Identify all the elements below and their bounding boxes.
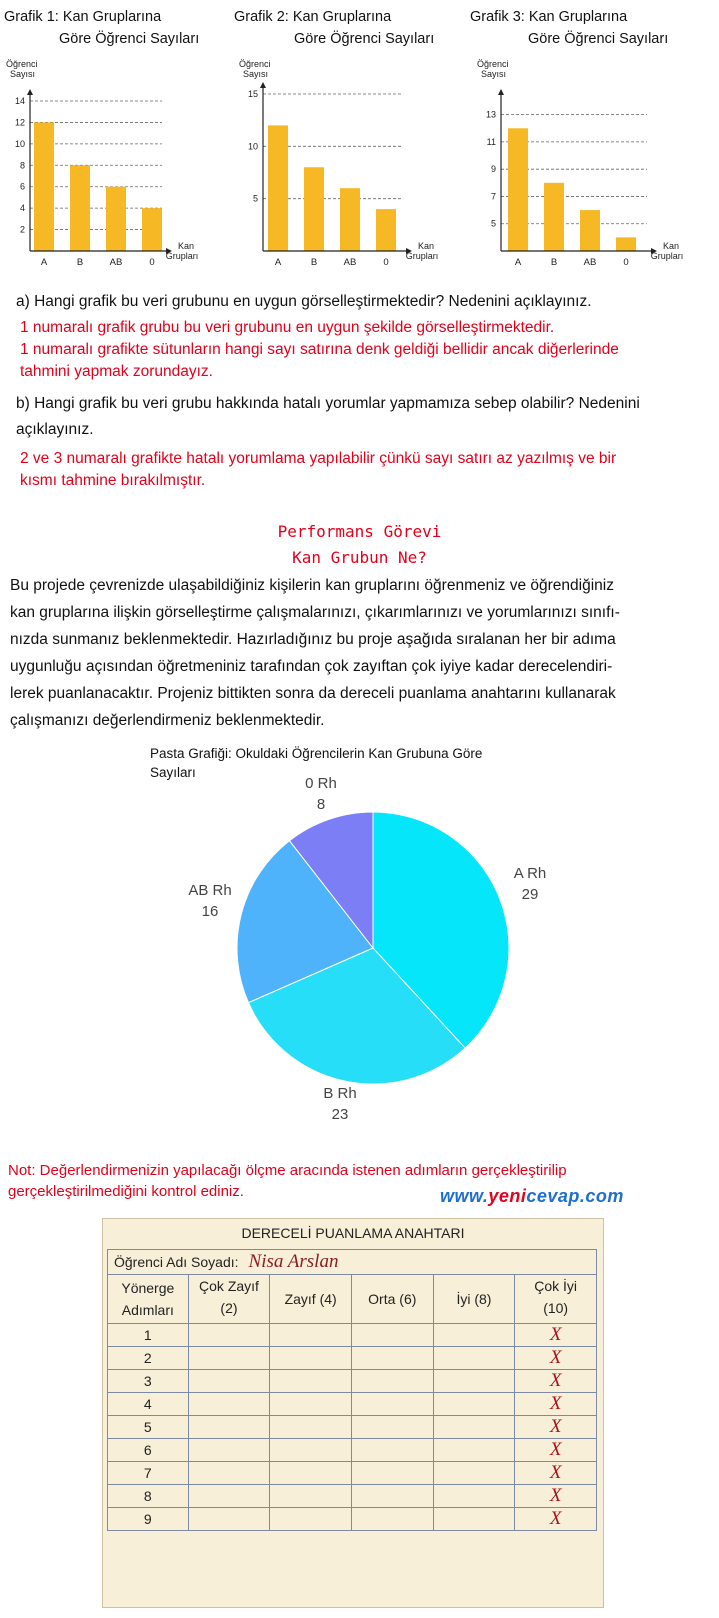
x-axis-label: Kan: [662, 241, 680, 251]
y-axis-label: Öğrenci: [477, 59, 509, 69]
rubric-row: [108, 1485, 597, 1508]
rubric-row: [108, 1393, 597, 1416]
empty-cell: [433, 1439, 515, 1462]
bar-B: [544, 183, 564, 251]
answer-b: [20, 448, 616, 492]
step-number: 2: [108, 1347, 189, 1370]
empty-cell: [351, 1393, 433, 1416]
answer-b-line: 2 ve 3 numaralı grafikte hatalı yorumlama yapılabilir çünkü sayı satırı az yazılmış ve bir: [20, 450, 617, 467]
empty-cell: [433, 1347, 515, 1370]
rubric-row: [108, 1462, 597, 1485]
empty-cell: [433, 1508, 515, 1531]
bar-chart-1-title: Grafik 1: Kan Gruplarına Göre Öğrenci Sayıları: [4, 9, 200, 47]
x-tick-label: B: [76, 257, 84, 268]
step-number: 1: [108, 1324, 189, 1347]
empty-cell: [188, 1485, 270, 1508]
answer-a-line: 1 numaralı grafik grubu bu veri grubunu en uygun şekilde görselleştirmektedir.: [20, 319, 555, 336]
watermark-highlight: yeni: [488, 1186, 527, 1206]
mark-cell: [515, 1485, 597, 1508]
x-axis-label: Kan: [417, 241, 435, 251]
mark-cell: [515, 1508, 597, 1531]
empty-cell: [270, 1324, 352, 1347]
mark-cell: [515, 1370, 597, 1393]
header-very-good: [515, 1275, 597, 1324]
rubric-row: [108, 1347, 597, 1370]
bar-0: [616, 237, 636, 251]
empty-cell: [433, 1370, 515, 1393]
empty-cell: [270, 1347, 352, 1370]
header-text: (2): [220, 1300, 238, 1316]
empty-cell: [270, 1485, 352, 1508]
paragraph-line: nızda sunmanız beklenmektedir. Hazırladığınız bu proje aşağıda sıralanan her bir adıma: [10, 631, 616, 648]
y-tick-label: 13: [485, 109, 496, 120]
answer-b-line: kısmı tahmine bırakılmıştır.: [20, 472, 206, 489]
x-mark: X: [549, 1416, 562, 1437]
x-tick-label: B: [550, 257, 558, 268]
header-text: Çok Zayıf: [199, 1278, 259, 1294]
y-axis-label: Öğrenci: [239, 59, 271, 69]
empty-cell: [351, 1370, 433, 1393]
empty-cell: [433, 1324, 515, 1347]
step-number: 4: [108, 1393, 189, 1416]
note-line: gerçekleştirilmediğini kontrol ediniz.: [8, 1183, 244, 1200]
y-tick-label: 5: [490, 218, 496, 229]
y-tick-label: 15: [247, 89, 258, 99]
empty-cell: [188, 1416, 270, 1439]
pie-value-label: 23: [331, 1106, 349, 1123]
y-axis-arrow: [260, 82, 266, 88]
empty-cell: [188, 1462, 270, 1485]
rubric-row: [108, 1416, 597, 1439]
empty-cell: [351, 1439, 433, 1462]
bar-A: [508, 128, 528, 251]
performance-task-subtitle: Kan Grubun Ne?: [292, 548, 427, 567]
bar-A: [34, 122, 54, 251]
empty-cell: [351, 1485, 433, 1508]
y-tick-label: 7: [490, 191, 496, 202]
header-medium: [351, 1275, 433, 1324]
bar-0: [376, 209, 396, 251]
watermark-prefix: www.: [440, 1186, 489, 1206]
watermark-suffix: cevap.com: [526, 1186, 624, 1206]
x-tick-label: A: [40, 257, 48, 268]
rubric-row: [108, 1439, 597, 1462]
mark-cell: [515, 1324, 597, 1347]
x-tick-label: 0: [383, 257, 389, 268]
rubric-table: [107, 1249, 597, 1531]
bar-chart-1: [0, 55, 230, 275]
pie-label: A Rh: [513, 865, 547, 882]
empty-cell: [188, 1324, 270, 1347]
header-text: Adımları: [121, 1302, 174, 1318]
x-mark: X: [549, 1485, 562, 1506]
mark-cell: [515, 1439, 597, 1462]
answer-a-line: tahmini yapmak zorundayız.: [20, 363, 213, 380]
mark-cell: [515, 1393, 597, 1416]
rubric-row: [108, 1508, 597, 1531]
paragraph-line: çalışmanızı değerlendirmeniz beklenmektedir.: [10, 712, 325, 729]
pie-label: 0 Rh: [305, 775, 337, 792]
empty-cell: [351, 1462, 433, 1485]
empty-cell: [351, 1324, 433, 1347]
pie-chart: [0, 760, 719, 1140]
empty-cell: [188, 1393, 270, 1416]
y-tick-label: 10: [247, 141, 258, 152]
header-text: İyi (8): [456, 1291, 492, 1307]
empty-cell: [188, 1439, 270, 1462]
y-axis-label: Sayısı: [243, 69, 269, 79]
student-name-cell: [108, 1250, 597, 1275]
paragraph-line: lerek puanlanacaktır. Projeniz bittikten sonra da dereceli puanlama anahtarını kullanarak: [10, 685, 616, 702]
step-number: 5: [108, 1416, 189, 1439]
performance-task-title: Performans Görevi: [277, 522, 442, 541]
bar-AB: [340, 188, 360, 251]
empty-cell: [270, 1370, 352, 1393]
y-axis-arrow: [27, 89, 33, 95]
x-axis-label: Grupları: [405, 251, 439, 261]
empty-cell: [433, 1416, 515, 1439]
student-name: Nisa Arslan: [248, 1251, 339, 1272]
empty-cell: [270, 1439, 352, 1462]
header-text: Orta (6): [368, 1291, 417, 1307]
empty-cell: [270, 1462, 352, 1485]
step-number: 8: [108, 1485, 189, 1508]
question-a: a) Hangi grafik bu veri grubunu en uygun görselleştirmektedir? Nedenini açıklayınız.: [16, 293, 592, 310]
x-mark: X: [549, 1393, 562, 1414]
bar-chart-2-title: Grafik 2: Kan Gruplarına Göre Öğrenci Sayıları: [234, 9, 435, 47]
y-tick-label: 6: [19, 181, 25, 192]
mark-cell: [515, 1416, 597, 1439]
rubric-row: [108, 1324, 597, 1347]
x-tick-label: B: [310, 257, 318, 268]
x-axis-label: Grupları: [650, 251, 684, 261]
watermark: [440, 1186, 624, 1207]
x-mark: X: [549, 1508, 562, 1529]
mark-cell: [515, 1347, 597, 1370]
x-tick-label: 0: [149, 257, 155, 268]
question-b-line: açıklayınız.: [16, 421, 94, 438]
bar-B: [70, 165, 90, 251]
header-very-weak: [188, 1275, 270, 1324]
rubric-row: [108, 1370, 597, 1393]
step-number: 3: [108, 1370, 189, 1393]
y-tick-label: 5: [252, 193, 258, 204]
y-axis-label: Öğrenci: [6, 59, 38, 69]
x-tick-label: A: [274, 257, 282, 268]
pie-value-label: 8: [316, 796, 326, 813]
bar-0: [142, 208, 162, 251]
header-text: Zayıf (4): [284, 1291, 337, 1307]
empty-cell: [270, 1416, 352, 1439]
y-tick-label: 11: [486, 136, 496, 147]
x-tick-label: AB: [583, 257, 597, 268]
step-number: 7: [108, 1462, 189, 1485]
bar-A: [268, 125, 288, 251]
x-mark: X: [549, 1347, 562, 1368]
y-tick-label: 10: [14, 138, 25, 149]
header-text: Çok İyi: [534, 1278, 578, 1294]
y-tick-label: 2: [19, 224, 25, 235]
x-mark: X: [549, 1462, 562, 1483]
header-steps: [108, 1275, 189, 1324]
bar-AB: [106, 187, 126, 251]
note-line: Not: Değerlendirmenizin yapılacağı ölçme aracında istenen adımların gerçekleştirilip: [8, 1162, 567, 1179]
bar-AB: [580, 210, 600, 251]
header-weak: [270, 1275, 352, 1324]
bar-chart-3: [470, 55, 719, 275]
rubric-title: DERECELİ PUANLAMA ANAHTARI: [241, 1225, 465, 1241]
x-mark: X: [549, 1439, 562, 1460]
empty-cell: [433, 1462, 515, 1485]
y-tick-label: 12: [14, 117, 25, 128]
pie-label: B Rh: [323, 1085, 357, 1102]
x-mark: X: [549, 1370, 562, 1391]
pie-value-label: 29: [521, 886, 539, 903]
rubric-table-panel: [102, 1218, 604, 1608]
performance-task-paragraph: [10, 572, 710, 734]
answer-a: [20, 317, 619, 383]
x-tick-label: A: [514, 257, 522, 268]
x-tick-label: 0: [623, 257, 629, 268]
empty-cell: [270, 1508, 352, 1531]
student-label: Öğrenci Adı Soyadı:: [114, 1254, 239, 1270]
empty-cell: [433, 1485, 515, 1508]
x-axis-label: Grupları: [165, 251, 199, 261]
pie-chart-title-text: Pasta Grafiği: Okuldaki Öğrencilerin Kan Grubuna Göre Sayıları: [150, 746, 483, 780]
x-tick-label: AB: [109, 257, 123, 268]
bar-chart-3-title: Grafik 3: Kan Gruplarına Göre Öğrenci Sayıları: [470, 9, 669, 47]
mark-cell: [515, 1462, 597, 1485]
empty-cell: [188, 1508, 270, 1531]
step-number: 9: [108, 1508, 189, 1531]
question-b: [16, 391, 640, 443]
question-b-line: b) Hangi grafik bu veri grubu hakkında hatalı yorumlar yapmamıza sebep olabilir? Nedenini: [16, 395, 640, 412]
paragraph-line: kan gruplarına ilişkin görselleştirme çalışmalarınızı, çıkarımlarınızı ve yorumlarınızı sınıfı-: [10, 604, 620, 621]
paragraph-line: Bu projede çevrenizde ulaşabildiğiniz kişilerin kan gruplarını öğrenmeniz ve öğrendiğiniz: [10, 577, 614, 594]
y-axis-label: Sayısı: [10, 69, 36, 79]
paragraph-line: uygunluğu açısından öğretmeniniz tarafından çok zayıftan çok iyiye kadar derecelendiri-: [10, 658, 613, 675]
answer-a-line: 1 numaralı grafikte sütunların hangi sayı satırına denk geldiği bellidir ancak diğerlerinde: [20, 341, 619, 358]
header-text: Yönerge: [121, 1280, 175, 1296]
x-axis-label: Kan: [177, 241, 195, 251]
empty-cell: [433, 1393, 515, 1416]
empty-cell: [188, 1370, 270, 1393]
y-tick-label: 8: [19, 160, 25, 171]
x-mark: X: [549, 1324, 562, 1345]
empty-cell: [188, 1347, 270, 1370]
step-number: 6: [108, 1439, 189, 1462]
header-text: (10): [543, 1300, 569, 1316]
x-tick-label: AB: [343, 257, 357, 268]
rubric-student-row: [108, 1250, 597, 1275]
empty-cell: [351, 1508, 433, 1531]
empty-cell: [351, 1416, 433, 1439]
empty-cell: [351, 1347, 433, 1370]
pie-value-label: 16: [201, 903, 219, 920]
header-good: [433, 1275, 515, 1324]
rubric-header-row: [108, 1275, 597, 1324]
y-tick-label: 14: [14, 96, 25, 106]
y-tick-label: 4: [19, 203, 25, 214]
bar-B: [304, 167, 324, 251]
pie-label: AB Rh: [188, 882, 232, 899]
y-axis-label: Sayısı: [481, 69, 507, 79]
y-axis-arrow: [498, 89, 504, 95]
empty-cell: [270, 1393, 352, 1416]
bar-chart-2: [230, 55, 470, 275]
y-tick-label: 9: [490, 164, 496, 175]
